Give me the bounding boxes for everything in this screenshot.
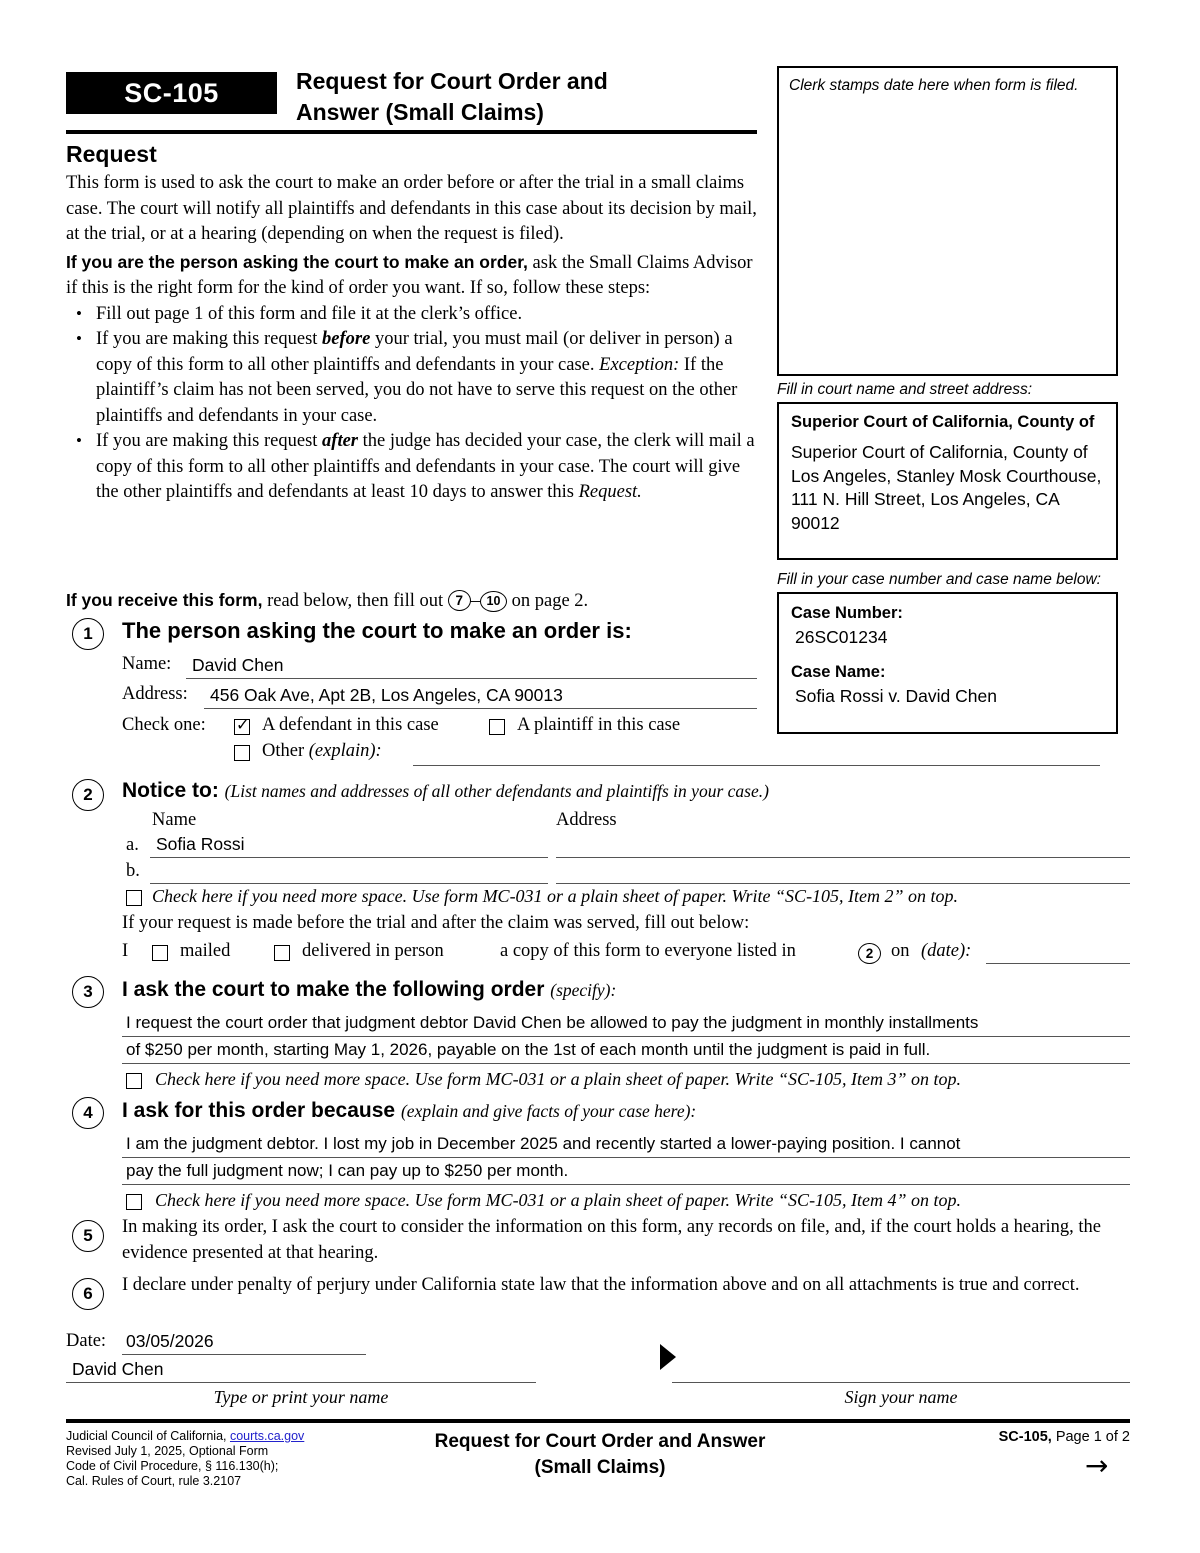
step-2-exception-label: Exception:	[599, 354, 680, 375]
clerk-stamp-box	[777, 66, 1118, 376]
more-space-note-item4: Check here if you need more space. Use form MC-031 or a plain sheet of paper. Write “SC-105, Item 4” on top.	[155, 1190, 962, 1210]
request-steps-list	[66, 302, 766, 506]
step-3-text-b: the judge has decided your case, the clerk will mail a copy of this form to all other plaintiffs and defendants in your case. The court will give the other plaintiffs and defendants at least 10 days to answer this	[96, 431, 755, 502]
item-3-heading-text: I ask the court to make the following order	[122, 978, 545, 1001]
list-item	[66, 302, 766, 328]
checkbox-other[interactable]	[234, 745, 250, 761]
step-1-text: Fill out page 1 of this form and file it at the clerk’s office.	[96, 303, 523, 324]
footer-page-number: Page 1 of 2	[1051, 1429, 1130, 1445]
footer-page-info	[930, 1429, 1130, 1445]
signature-rule[interactable]	[672, 1382, 1130, 1383]
clerk-stamp-label: Clerk stamps date here when form is filed.	[789, 77, 1079, 94]
footer-form-code: SC-105,	[998, 1429, 1052, 1445]
item-2-heading-text: Notice to:	[122, 779, 219, 802]
item-1-other-rule[interactable]	[413, 765, 1100, 766]
item-2-row-a-address-rule[interactable]	[556, 857, 1130, 858]
item-4-heading-text: I ask for this order because	[122, 1099, 396, 1122]
item-4-heading	[122, 1099, 696, 1123]
item-number-5: 5	[72, 1220, 104, 1252]
case-number-value: 26SC01234	[795, 627, 888, 647]
item-2-row-b-letter: b.	[126, 861, 140, 881]
label-defendant: A defendant in this case	[262, 715, 439, 735]
item-1-heading: The person asking the court to make an order is:	[122, 618, 632, 643]
item-1-name-rule	[186, 678, 757, 679]
next-page-arrow-icon: →	[1085, 1449, 1109, 1482]
footer-divider	[66, 1419, 1130, 1423]
item-2-col-address-header: Address	[556, 810, 617, 830]
item-ref-2: 2	[858, 943, 881, 964]
item-ref-10: 10	[480, 591, 507, 612]
item-2-served-date-rule[interactable]	[986, 963, 1130, 964]
item-2-served-i: I	[122, 941, 129, 961]
step-3-request-word: Request.	[578, 482, 642, 502]
footer-title-line2: (Small Claims)	[534, 1457, 666, 1478]
receive-form-mid: read below, then fill out	[262, 591, 448, 611]
checkbox-more-space-item2[interactable]	[126, 890, 142, 906]
step-2-text-a: If you are making this request	[96, 329, 323, 349]
item-number-4: 4	[72, 1097, 104, 1129]
footer-line-3: Code of Civil Procedure, § 116.130(h);	[66, 1459, 279, 1473]
signature-pointer-icon	[660, 1344, 676, 1370]
courts-website-link[interactable]: courts.ca.gov	[229, 1429, 305, 1443]
item-3-heading-hint: (specify):	[550, 980, 617, 1000]
page-title	[296, 66, 756, 128]
receive-form-instruction	[66, 590, 588, 612]
footer-line-1	[66, 1429, 304, 1444]
item-1-address-label: Address:	[122, 684, 188, 704]
item-4-line2-rule[interactable]	[122, 1184, 1130, 1185]
item-2-row-a-letter: a.	[126, 835, 139, 855]
step-2-emphasis: before	[322, 329, 371, 349]
print-name-caption: Type or print your name	[213, 1387, 389, 1407]
court-box-heading: Superior Court of California, County of	[791, 413, 1095, 431]
list-item	[66, 429, 766, 506]
label-plaintiff: A plaintiff in this case	[517, 715, 681, 735]
step-2-text-b: your trial, you must mail (or deliver in person) a copy of this form to all other plaintiffs and defendants in your case.	[96, 329, 733, 375]
header-divider	[66, 130, 757, 134]
form-title-line1: Request for Court Order and	[296, 68, 608, 94]
item-1-address-rule	[204, 708, 757, 709]
court-address-value: Superior Court of California, County of Los Angeles, Stanley Mosk Courthouse, 111 N. Hill Street, Los Angeles, CA 90012	[791, 442, 1102, 533]
item-2-served-on: on	[891, 941, 910, 961]
receive-form-end: on page 2.	[507, 591, 589, 611]
request-lead-bold: If you are the person asking the court to make an order,	[66, 251, 528, 272]
label-delivered-in-person: delivered in person	[302, 941, 444, 961]
step-3-emphasis: after	[322, 431, 359, 451]
item-2-row-a-name-rule[interactable]	[150, 857, 548, 858]
checkbox-plaintiff[interactable]	[489, 719, 505, 735]
receive-form-dash: –	[470, 591, 480, 611]
item-2-heading-hint: (List names and addresses of all other defendants and plaintiffs in your case.)	[224, 781, 769, 801]
request-lead-rest: ask the Small Claims Advisor if this is the right form for the kind of order you want. If so, follow these steps:	[66, 252, 753, 298]
item-2-heading	[122, 779, 769, 803]
print-name-value[interactable]: David Chen	[72, 1359, 164, 1379]
item-6-text: I declare under penalty of perjury under California state law that the information above and on all attachments is true and correct.	[122, 1275, 1080, 1295]
item-3-heading	[122, 978, 616, 1002]
label-other: Other	[262, 741, 305, 761]
item-3-line2-value[interactable]: of $250 per month, starting May 1, 2026, payable on the 1st of each month until the judgment is paid in full.	[126, 1040, 931, 1059]
item-2-row-b-address-rule[interactable]	[556, 883, 1130, 884]
signature-caption: Sign your name	[844, 1387, 958, 1407]
item-5-text: In making its order, I ask the court to consider the information on this form, any records on file, and, if the court holds a hearing, the evidence presented at that hearing.	[122, 1217, 1101, 1263]
request-intro: This form is used to ask the court to make an order before or after the trial in a small claims case. The court will notify all plaintiffs and defendants in this case about its decision by mail, at the trial, or at a hearing (depending on when the request is filed).	[66, 173, 757, 244]
item-4-line1-rule[interactable]	[122, 1157, 1130, 1158]
item-2-served-mid: a copy of this form to everyone listed in	[500, 941, 796, 961]
footer-line-2: Revised July 1, 2025, Optional Form	[66, 1444, 269, 1458]
checkbox-more-space-item4[interactable]	[126, 1194, 142, 1210]
item-2-before-trial-note: If your request is made before the trial and after the claim was served, fill out below:	[122, 913, 750, 933]
label-other-hint: (explain):	[308, 741, 382, 761]
more-space-note-item3: Check here if you need more space. Use form MC-031 or a plain sheet of paper. Write “SC-105, Item 3” on top.	[155, 1069, 962, 1089]
item-3-line2-rule[interactable]	[122, 1063, 1130, 1064]
receive-form-bold: If you receive this form,	[66, 590, 263, 610]
item-1-name-label: Name:	[122, 654, 172, 674]
item-2-row-a-name-value[interactable]: Sofia Rossi	[156, 834, 245, 854]
print-name-rule[interactable]	[66, 1382, 536, 1383]
case-name-value: Sofia Rossi v. David Chen	[795, 686, 997, 706]
item-2-row-b-name-rule[interactable]	[150, 883, 548, 884]
item-2-served-date-hint: (date):	[921, 941, 972, 961]
item-1-name-value[interactable]: David Chen	[192, 655, 284, 675]
label-other-group	[262, 741, 382, 762]
checkbox-mailed[interactable]	[152, 945, 168, 961]
footer-line-4: Cal. Rules of Court, rule 3.2107	[66, 1474, 242, 1488]
request-heading: Request	[66, 141, 157, 167]
checkbox-delivered-in-person[interactable]	[274, 945, 290, 961]
label-mailed: mailed	[180, 941, 231, 961]
checkbox-defendant[interactable]	[234, 719, 250, 735]
case-number-label: Case Number:	[791, 604, 903, 622]
court-name-address-box[interactable]	[777, 402, 1118, 560]
step-3-text-a: If you are making this request	[96, 431, 323, 451]
more-space-note-item2: Check here if you need more space. Use form MC-031 or a plain sheet of paper. Write “SC-105, Item 2” on top.	[152, 886, 959, 906]
step-2-text-c: If the plaintiff’s claim has not been served, you do not have to serve this request on the other plaintiffs and defendants in your case.	[96, 354, 738, 426]
form-title-line2: Answer (Small Claims)	[296, 99, 544, 125]
case-info-box[interactable]	[777, 592, 1118, 734]
case-name-label: Case Name:	[791, 663, 886, 681]
item-number-2: 2	[72, 779, 104, 811]
item-number-3: 3	[72, 976, 104, 1008]
date-rule[interactable]	[122, 1354, 366, 1355]
item-3-line1-value[interactable]: I request the court order that judgment debtor David Chen be allowed to pay the judgment in monthly installments	[126, 1013, 979, 1032]
item-number-1: 1	[72, 618, 104, 650]
item-1-check-one-label: Check one:	[122, 715, 206, 735]
item-number-6: 6	[72, 1278, 104, 1310]
date-value[interactable]: 03/05/2026	[126, 1331, 214, 1351]
footer-council-text: Judicial Council of California,	[66, 1429, 230, 1443]
request-lead	[66, 250, 766, 302]
list-item	[66, 327, 766, 429]
footer-form-title	[330, 1429, 870, 1481]
footer-legal-info	[66, 1429, 304, 1489]
item-1-address-value[interactable]: 456 Oak Ave, Apt 2B, Los Angeles, CA 90013	[210, 685, 563, 705]
item-3-line1-rule[interactable]	[122, 1036, 1130, 1037]
request-instructions	[66, 140, 766, 506]
form-code-badge: SC-105	[66, 72, 277, 114]
item-4-line1-value[interactable]: I am the judgment debtor. I lost my job in December 2025 and recently started a lower-paying position. I cannot	[126, 1134, 961, 1153]
checkbox-more-space-item3[interactable]	[126, 1073, 142, 1089]
item-2-col-name-header: Name	[152, 810, 197, 830]
date-label: Date:	[66, 1331, 107, 1351]
item-ref-7: 7	[448, 590, 471, 611]
footer-title-line1: Request for Court Order and Answer	[434, 1431, 766, 1452]
court-box-caption: Fill in court name and street address:	[777, 381, 1033, 398]
item-4-line2-value[interactable]: pay the full judgment now; I can pay up to $250 per month.	[126, 1161, 569, 1180]
item-4-heading-hint: (explain and give facts of your case here):	[400, 1101, 697, 1121]
case-box-caption: Fill in your case number and case name below:	[777, 571, 1101, 588]
